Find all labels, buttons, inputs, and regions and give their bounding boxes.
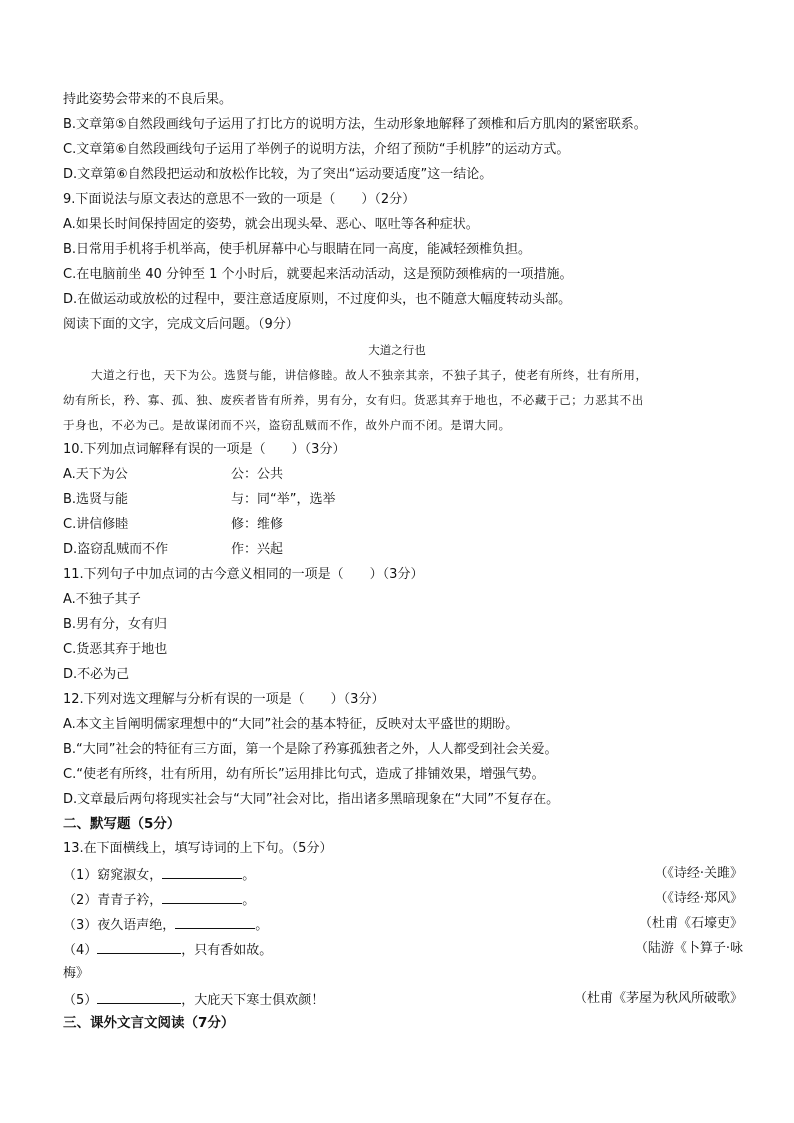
q10-stem: 10.下列加点词解释有误的一项是（ ）（3分）: [63, 442, 346, 457]
passage-line-2: 幼有所长，矜、寡、孤、独、废疾者皆有所养，男有分，女有归。货恶其弃于地也，不必藏于己；力恶其不出: [63, 393, 644, 407]
q12-option-c: C.“使老有所终，壮有所用，幼有所长”运用排比句式，造成了排铺效果，增强气势。: [63, 767, 545, 782]
reading-intro: 阅读下面的文字，完成文后问题。（9分）: [63, 317, 299, 332]
q11-stem: 11.下列句子中加点词的古今意义相同的一项是（ ）（3分）: [63, 567, 424, 582]
q10-option-b: [63, 491, 743, 509]
passage-title: 大道之行也: [368, 343, 426, 357]
q10-b-gloss: 与：同“举”，选举: [231, 492, 336, 507]
q13-item-3: [63, 915, 743, 935]
q13-1-suffix: 。: [242, 868, 256, 883]
q13-3-suffix: 。: [255, 918, 269, 933]
q10-d-gloss: 作：兴起: [231, 542, 284, 557]
q13-1-blank[interactable]: [162, 865, 242, 879]
q13-4-suffix: ，只有香如故。: [181, 943, 273, 958]
q9-stem: 9.下面说法与原文表达的意思不一致的一项是（ ）（2分）: [63, 192, 416, 207]
q10-b-phrase: B.选贤与能: [63, 492, 129, 507]
q11-option-d: D.不必为己: [63, 667, 130, 682]
q9-option-a: A.如果长时间保持固定的姿势，就会出现头晕、恶心、呕吐等各种症状。: [63, 217, 479, 232]
q11-option-b: B.男有分，女有归: [63, 617, 168, 632]
q8-option-d: D.文章第⑥自然段把运动和放松作比较，为了突出“运动要适度”这一结论。: [63, 167, 493, 182]
q13-2-suffix: 。: [242, 893, 256, 908]
q13-5-suffix: ，大庇天下寒士俱欢颜！: [181, 993, 325, 1008]
q9-option-b: B.日常用手机将手机举高，使手机屏幕中心与眼睛在同一高度，能减轻颈椎负担。: [63, 242, 532, 257]
q8-continuation: 持此姿势会带来的不良后果。: [63, 92, 233, 107]
q13-4-prefix: （4）: [63, 943, 98, 958]
q10-option-d: [63, 541, 743, 559]
q13-1-prefix: （1）窈窕淑女，: [63, 868, 163, 883]
q13-3-blank[interactable]: [175, 915, 255, 929]
q13-5-source: （杜甫《茅屋为秋风所破歌》: [573, 991, 743, 1006]
q12-option-d: D.文章最后两句将现实社会与“大同”社会对比，指出诸多黑暗现象在“大同”不复存在。: [63, 792, 560, 807]
q10-option-c: [63, 516, 743, 534]
q9-option-d: D.在做运动或放松的过程中，要注意适度原则，不过度仰头，也不随意大幅度转动头部。: [63, 292, 572, 307]
q10-a-phrase: A.天下为公: [63, 467, 128, 482]
q13-2-source: （《诗经·郑风》: [654, 891, 743, 906]
q12-option-b: B.“大同”社会的特征有三方面，第一个是除了矜寡孤独者之外，人人都受到社会关爱。: [63, 742, 558, 757]
q13-item-4: [63, 940, 743, 960]
q10-option-a: [63, 466, 743, 484]
q13-2-prefix: （2）青青子衿，: [63, 893, 163, 908]
q13-5-blank[interactable]: [97, 990, 181, 1004]
passage-line-1: 大道之行也，天下为公。选贤与能，讲信修睦。故人不独亲其亲，不独子其子，使老有所终，壮有所用，: [91, 368, 648, 382]
q13-4-blank[interactable]: [97, 940, 181, 954]
q10-c-gloss: 修：维修: [231, 517, 284, 532]
q11-option-c: C.货恶其弃于地也: [63, 642, 168, 657]
q13-2-blank[interactable]: [162, 890, 242, 904]
passage-line-3: 于身也，不必为己。是故谋闭而不兴，盗窃乱贼而不作，故外户而不闭。是谓大同。: [63, 418, 511, 432]
q13-3-prefix: （3）夜久语声绝，: [63, 918, 176, 933]
q11-option-a: A.不独子其子: [63, 592, 141, 607]
section-3-heading: 三、课外文言文阅读（7分）: [63, 1015, 235, 1031]
q13-item-4-wrap: 梅》: [63, 966, 90, 981]
q12-option-a: A.本文主旨阐明儒家理想中的“大同”社会的基本特征，反映对太平盛世的期盼。: [63, 717, 519, 732]
q12-stem: 12.下列对选文理解与分析有误的一项是（ ）（3分）: [63, 692, 385, 707]
q8-option-c: C.文章第⑥自然段画线句子运用了举例子的说明方法，介绍了预防“手机脖”的运动方式。: [63, 142, 570, 157]
q13-stem: 13.在下面横线上，填写诗词的上下句。（5分）: [63, 841, 333, 856]
q13-item-2: [63, 890, 743, 910]
q13-item-1: [63, 865, 743, 885]
q10-c-phrase: C.讲信修睦: [63, 517, 129, 532]
q10-a-gloss: 公：公共: [231, 467, 284, 482]
q10-d-phrase: D.盗窃乱贼而不作: [63, 542, 169, 557]
q13-5-prefix: （5）: [63, 993, 98, 1008]
q13-1-source: （《诗经·关雎》: [654, 866, 743, 881]
q13-4-source: （陆游《卜算子·咏: [634, 941, 743, 956]
q13-item-5: [63, 990, 743, 1010]
q13-3-source: （杜甫《石壕吏》: [638, 916, 743, 931]
q9-option-c: C.在电脑前坐 40 分钟至 1 个小时后，就要起来活动活动，这是预防颈椎病的一项措施。: [63, 267, 573, 282]
q8-option-b: B.文章第⑤自然段画线句子运用了打比方的说明方法，生动形象地解释了颈椎和后方肌肉的紧密联系。: [63, 117, 647, 132]
section-2-heading: 二、默写题（5分）: [63, 816, 181, 832]
